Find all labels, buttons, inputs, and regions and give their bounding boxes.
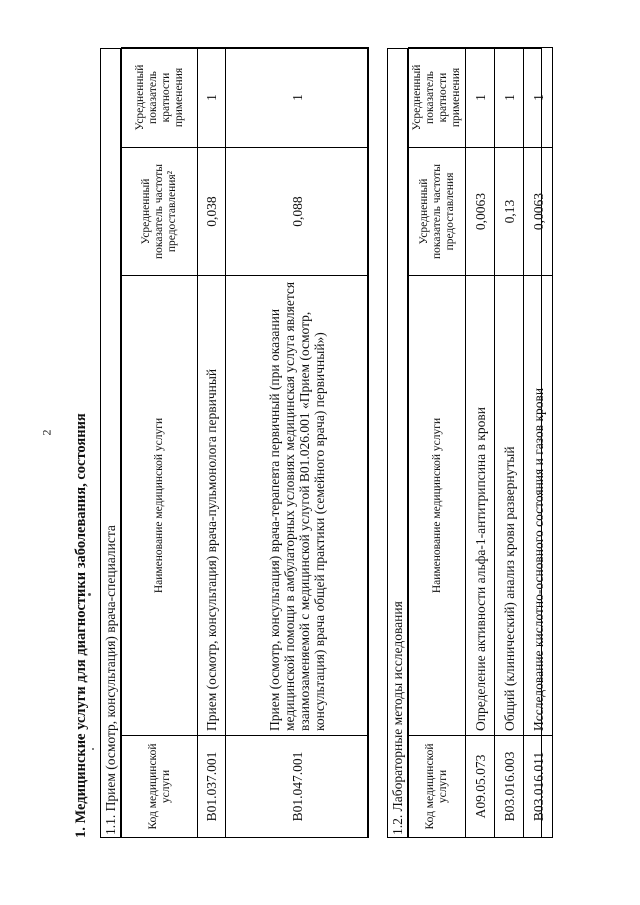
service-multiplicity: 1 <box>466 48 495 148</box>
service-multiplicity: 1 <box>495 48 524 148</box>
table-1-2 <box>387 48 546 838</box>
service-name: Прием (осмотр, консультация) врача-пульмонолога первичный <box>198 276 226 736</box>
service-multiplicity: 1 <box>524 48 553 148</box>
service-frequency: 0,088 <box>226 148 369 276</box>
col-header-multiplicity: Усредненный показатель кратности применения <box>409 48 466 148</box>
table-1-2-title: 1.2. Лабораторные методы исследования <box>388 49 408 837</box>
table-1-1-grid <box>121 47 369 838</box>
col-header-name: Наименование медицинской услуги <box>122 276 198 736</box>
col-header-code: Код медицинской услуги <box>409 736 466 838</box>
col-header-multiplicity: Усредненный показатель кратности применения <box>122 48 198 148</box>
service-code: B01.037.001 <box>198 736 226 838</box>
service-frequency: 0,038 <box>198 148 226 276</box>
col-header-code: Код медицинской услуги <box>122 736 198 838</box>
rotated-document <box>70 48 550 838</box>
page-number: 2 <box>39 429 54 436</box>
table-1-1-title: 1.1. Прием (осмотр, консультация) врача-специалиста <box>101 49 121 837</box>
service-name: Исследование кислотно-основного состояния и газов крови <box>524 276 553 736</box>
table-row <box>524 48 553 838</box>
service-frequency: 0,13 <box>495 148 524 276</box>
table-row <box>495 48 524 838</box>
service-name: Прием (осмотр, консультация) врача-терапевта первичный (при оказании медицинской помощи в амбулаторных условиях медицинская услуга является взаимозаменяемой с медицинской услугой B01.026.001 «Прием (осмотр, консультация) врача общей практики (семейного врача) первичный») <box>226 276 369 736</box>
table-row <box>226 48 369 838</box>
table-1-1 <box>100 48 368 838</box>
table-row <box>466 48 495 838</box>
service-multiplicity: 1 <box>226 48 369 148</box>
service-frequency: 0,0063 <box>524 148 553 276</box>
service-name: Общий (клинический) анализ крови развернутый <box>495 276 524 736</box>
col-header-name: Наименование медицинской услуги <box>409 276 466 736</box>
table-row <box>198 48 226 838</box>
service-code: B03.016.003 <box>495 736 524 838</box>
service-code: A09.05.073 <box>466 736 495 838</box>
section-heading: 1. Медицинские услуги для диагностики заболевания, состояния <box>73 413 89 838</box>
table-1-2-grid <box>408 47 553 838</box>
service-multiplicity: 1 <box>198 48 226 148</box>
service-code: B01.047.001 <box>226 736 369 838</box>
service-code: B03.016.011 <box>524 736 553 838</box>
col-header-frequency: Усредненный показатель частоты предоставления <box>409 148 466 276</box>
service-name: Определение активности альфа-1-антитрипсина в крови <box>466 276 495 736</box>
service-frequency: 0,0063 <box>466 148 495 276</box>
col-header-frequency: Усредненный показатель частоты предоставления² <box>122 148 198 276</box>
